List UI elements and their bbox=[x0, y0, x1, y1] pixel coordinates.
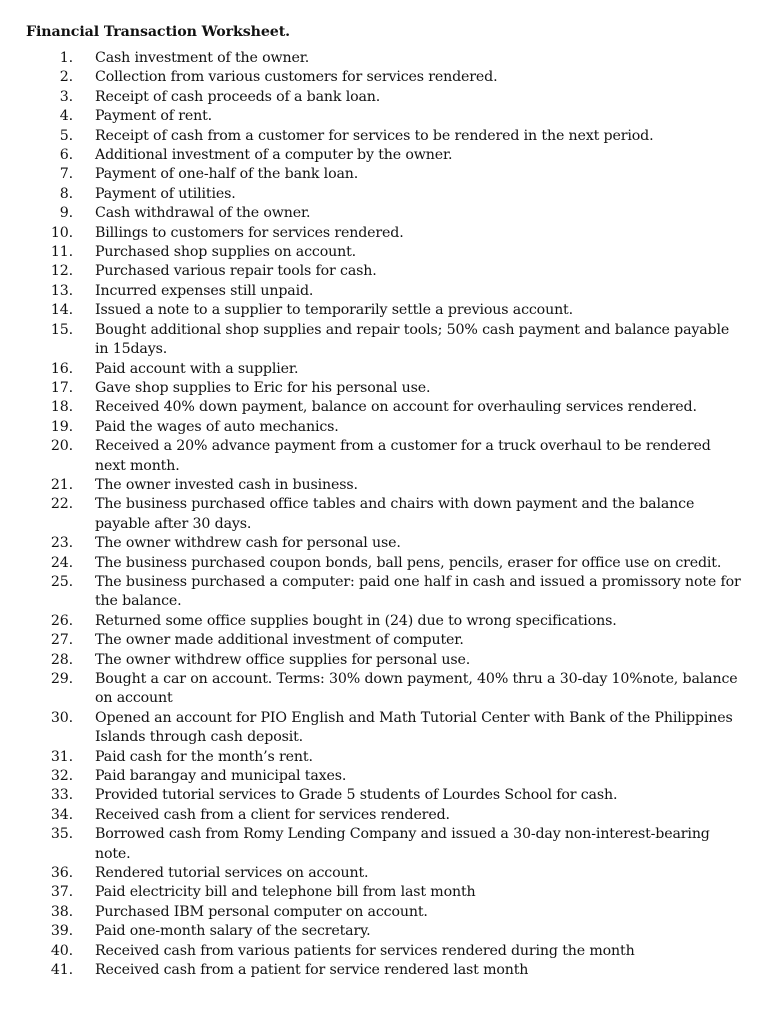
transaction-item bbox=[0, 49, 768, 68]
transaction-item bbox=[0, 922, 768, 941]
transaction-item bbox=[0, 631, 768, 650]
transaction-item bbox=[0, 534, 768, 553]
transaction-item bbox=[0, 107, 768, 126]
transaction-text: Received cash from a client for services rendered. bbox=[95, 806, 450, 823]
transaction-number: 9. bbox=[59, 205, 73, 222]
transaction-text: Additional investment of a computer by the owner. bbox=[95, 147, 453, 164]
transaction-text: Payment of utilities. bbox=[95, 185, 236, 202]
transaction-number: 22. bbox=[50, 496, 73, 513]
transaction-text: Cash withdrawal of the owner. bbox=[95, 205, 311, 222]
transaction-number: 27. bbox=[50, 632, 73, 649]
transaction-number: 12. bbox=[50, 263, 73, 280]
transaction-number: 8. bbox=[59, 185, 73, 202]
transaction-number: 4. bbox=[59, 108, 73, 125]
transaction-text: Borrowed cash from Romy Lending Company and issued a 30-day non-interest-bearing note. bbox=[95, 826, 710, 862]
transaction-item bbox=[0, 243, 768, 262]
transaction-item bbox=[0, 806, 768, 825]
transaction-item bbox=[0, 301, 768, 320]
transaction-item bbox=[0, 224, 768, 243]
transaction-item bbox=[0, 883, 768, 902]
transaction-item bbox=[0, 786, 768, 805]
transaction-item bbox=[0, 127, 768, 146]
transaction-text: The owner withdrew office supplies for personal use. bbox=[95, 651, 471, 668]
transaction-text: Collection from various customers for services rendered. bbox=[95, 69, 498, 86]
transaction-number: 1. bbox=[59, 50, 73, 66]
transaction-item bbox=[0, 612, 768, 631]
transaction-number: 15. bbox=[50, 321, 73, 338]
transaction-item bbox=[0, 961, 768, 980]
transaction-text: Received cash from various patients for services rendered during the month bbox=[95, 942, 635, 959]
transaction-number: 10. bbox=[50, 224, 73, 241]
transaction-text: Bought additional shop supplies and repair tools; 50% cash payment and balance payable in 15days. bbox=[95, 321, 730, 358]
transaction-number: 28. bbox=[50, 651, 73, 668]
transaction-number: 32. bbox=[50, 768, 73, 785]
transaction-text: Purchased various repair tools for cash. bbox=[95, 263, 377, 280]
transaction-number: 19. bbox=[50, 418, 73, 435]
transaction-item bbox=[0, 670, 768, 709]
transaction-text: The business purchased coupon bonds, ball pens, pencils, eraser for office use on credit. bbox=[95, 554, 722, 571]
transaction-number: 20. bbox=[50, 438, 73, 455]
transaction-item bbox=[0, 398, 768, 417]
transaction-text: The owner made additional investment of computer. bbox=[95, 632, 464, 649]
transaction-item bbox=[0, 262, 768, 281]
transaction-number: 36. bbox=[50, 865, 73, 882]
transaction-item bbox=[0, 767, 768, 786]
transaction-text: Provided tutorial services to Grade 5 students of Lourdes School for cash. bbox=[95, 787, 618, 804]
transaction-item bbox=[0, 68, 768, 87]
transaction-item bbox=[0, 204, 768, 223]
transaction-number: 30. bbox=[50, 709, 73, 726]
transaction-text: Returned some office supplies bought in (24) due to wrong specifications. bbox=[95, 612, 617, 629]
transaction-item bbox=[0, 165, 768, 184]
transaction-number: 33. bbox=[50, 787, 73, 804]
transaction-item bbox=[0, 418, 768, 437]
transaction-number: 17. bbox=[50, 379, 73, 396]
transaction-number: 35. bbox=[50, 826, 73, 843]
transaction-text: The business purchased a computer: paid one half in cash and issued a promissory note for the balance. bbox=[95, 573, 741, 610]
transaction-item bbox=[0, 282, 768, 301]
transaction-text: Received cash from a patient for service rendered last month bbox=[95, 962, 529, 979]
transaction-number: 18. bbox=[50, 399, 73, 416]
transaction-item bbox=[0, 146, 768, 165]
transaction-text: Receipt of cash proceeds of a bank loan. bbox=[95, 88, 381, 105]
transaction-number: 29. bbox=[50, 671, 73, 687]
transaction-text: Paid cash for the month’s rent. bbox=[95, 748, 313, 765]
transaction-text: Rendered tutorial services on account. bbox=[95, 865, 369, 882]
transaction-list bbox=[0, 49, 768, 981]
transaction-number: 40. bbox=[50, 942, 73, 959]
transaction-number: 11. bbox=[50, 244, 73, 261]
transaction-item bbox=[0, 379, 768, 398]
worksheet-title: Financial Transaction Worksheet. bbox=[26, 24, 291, 40]
transaction-item bbox=[0, 554, 768, 573]
transaction-text: Receipt of cash from a customer for services to be rendered in the next period. bbox=[95, 127, 654, 144]
transaction-number: 39. bbox=[50, 923, 73, 940]
transaction-item bbox=[0, 88, 768, 107]
transaction-text: Billings to customers for services rendered. bbox=[95, 224, 404, 241]
transaction-text: Received a 20% advance payment from a customer for a truck overhaul to be rendered next month. bbox=[95, 438, 711, 474]
transaction-text: Paid electricity bill and telephone bill from last month bbox=[95, 884, 476, 901]
transaction-text: Payment of rent. bbox=[95, 108, 213, 125]
transaction-number: 3. bbox=[59, 88, 73, 105]
transaction-text: Paid one-month salary of the secretary. bbox=[95, 923, 371, 940]
transaction-text: The business purchased office tables and chairs with down payment and the balance payable after 30 days. bbox=[95, 496, 695, 532]
transaction-item bbox=[0, 864, 768, 883]
transaction-text: Purchased shop supplies on account. bbox=[95, 244, 356, 261]
transaction-text: Received 40% down payment, balance on account for overhauling services rendered. bbox=[95, 399, 697, 416]
transaction-item bbox=[0, 903, 768, 922]
transaction-number: 25. bbox=[50, 573, 73, 590]
transaction-item bbox=[0, 437, 768, 476]
transaction-number: 31. bbox=[50, 748, 73, 765]
transaction-item bbox=[0, 573, 768, 612]
transaction-number: 6. bbox=[59, 147, 73, 164]
transaction-item bbox=[0, 185, 768, 204]
transaction-item bbox=[0, 748, 768, 767]
transaction-text: Payment of one-half of the bank loan. bbox=[95, 166, 359, 183]
transaction-number: 41. bbox=[50, 962, 73, 979]
transaction-item bbox=[0, 476, 768, 495]
transaction-number: 2. bbox=[59, 69, 73, 86]
transaction-item bbox=[0, 651, 768, 670]
transaction-item bbox=[0, 321, 768, 360]
transaction-text: Bought a car on account. Terms: 30% down payment, 40% thru a 30-day 10%note, balance on account bbox=[95, 671, 738, 707]
transaction-number: 38. bbox=[50, 903, 73, 920]
transaction-text: Paid account with a supplier. bbox=[95, 360, 299, 377]
transaction-number: 14. bbox=[50, 302, 73, 319]
transaction-text: Purchased IBM personal computer on account. bbox=[95, 903, 428, 920]
transaction-text: Issued a note to a supplier to temporarily settle a previous account. bbox=[95, 302, 573, 319]
transaction-text: Paid barangay and municipal taxes. bbox=[95, 768, 347, 785]
transaction-text: Cash investment of the owner. bbox=[95, 50, 310, 66]
transaction-text: Incurred expenses still unpaid. bbox=[95, 282, 314, 299]
transaction-text: Paid the wages of auto mechanics. bbox=[95, 418, 339, 435]
transaction-number: 24. bbox=[50, 554, 73, 571]
transaction-number: 5. bbox=[59, 127, 73, 144]
transaction-text: Gave shop supplies to Eric for his personal use. bbox=[95, 379, 431, 396]
transaction-item bbox=[0, 942, 768, 961]
transaction-number: 26. bbox=[50, 612, 73, 629]
transaction-text: Opened an account for PIO English and Math Tutorial Center with Bank of the Philippines Islands through cash deposit. bbox=[95, 709, 733, 746]
transaction-number: 34. bbox=[50, 806, 73, 823]
transaction-item bbox=[0, 360, 768, 379]
transaction-number: 13. bbox=[50, 282, 73, 299]
transaction-item bbox=[0, 825, 768, 864]
transaction-item bbox=[0, 709, 768, 748]
transaction-number: 37. bbox=[50, 884, 73, 901]
transaction-number: 7. bbox=[59, 166, 73, 183]
transaction-number: 23. bbox=[50, 535, 73, 552]
transaction-text: The owner withdrew cash for personal use. bbox=[95, 535, 401, 552]
transaction-number: 16. bbox=[50, 360, 73, 377]
transaction-number: 21. bbox=[50, 476, 73, 493]
transaction-text: The owner invested cash in business. bbox=[95, 476, 358, 493]
transaction-item bbox=[0, 495, 768, 534]
